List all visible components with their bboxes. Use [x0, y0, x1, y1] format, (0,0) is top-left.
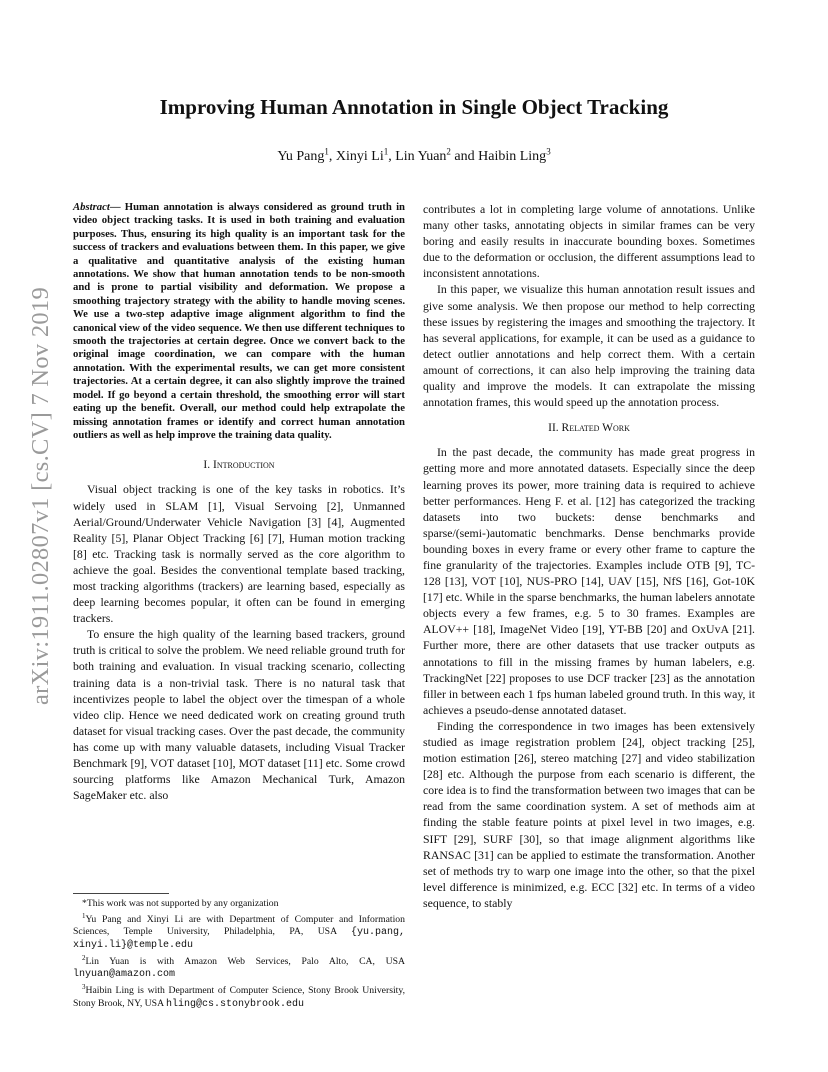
- footnote: $^2$Lin Yuan is with Amazon Web Services, Palo Alto, CA, USA lnyuan@amazon.com: [73, 954, 405, 981]
- paper-title: Improving Human Annotation in Single Object Tracking: [159, 95, 669, 119]
- abstract-label: Abstract: [73, 201, 110, 213]
- author: Xinyi Li$^1$,: [335, 146, 396, 164]
- paragraph: To ensure the high quality of the learning based trackers, ground truth is critical to solve the problem. We need reliable ground truth for both training and evaluation. In visual tracking scenario, collecting training data is a non-trivial task. There is no natural task that incentivizes people to label the object over the timespan of a whole video clip. Hence we need dedicated work on creating ground truth dataset for visual tracking cases. Over the past decade, the community has come up with many valuable datasets, including Visual Tracker Benchmark [9], VOT dataset [10], MOT dataset [11] etc. Some crowd sourcing platforms like Amazon Mechanical Turk, Amazon SageMaker etc. also: [73, 627, 405, 803]
- right-column: [423, 201, 755, 911]
- paragraph: contributes a lot in completing large volume of annotations. Unlike many other tasks, annotating objects in similar frames can be very boring and easily results in inaccurate bounding boxes. Sometimes due to the deformation or occlusion, the different assumptions lead to inconsistent annotations.: [423, 202, 755, 281]
- author-list: [0, 146, 828, 165]
- section-heading-introduction: I. Introduction: [203, 459, 275, 472]
- email: hling@cs.stonybrook.edu: [165, 998, 304, 1010]
- footnotes: [73, 893, 405, 1011]
- paragraph: Finding the correspondence in two images has been extensively studied as image registration problem [24], object tracking [25], motion estimation [26], stereo matching [27] and video stabilization [28] etc. Although the purpose from each scenario is different, the core idea is to find the transformation between two images that can be read from the same coordination system. A set of methods aim at finding the stable feature points at pixel level in two images, e.g. SIFT [29], SURF [30], so that image alignment algorithms like RANSAC [31] can be applied to estimate the transformation. Another set of methods try to warp one image into the other, so that the pixel level difference is minimized, e.g. ECC [32] etc. In terms of a video sequence, to stably: [423, 718, 755, 910]
- left-column: [73, 201, 405, 803]
- email: {yu.pang, xinyi.li}@temple.edu: [73, 927, 405, 952]
- author: Yu Pang$^1$,: [277, 146, 336, 164]
- footnote: $^3$Haibin Ling is with Department of Computer Science, Stony Brook University, Stony Brook, NY, USA hling@cs.stonybrook.edu: [73, 983, 405, 1010]
- arxiv-identifier: [18, 285, 58, 705]
- footnote: $^1$Yu Pang and Xinyi Li are with Department of Computer and Information Sciences, Temple University, Philadelphia, PA, USA {yu.pang, xinyi.li}@temple.edu: [73, 912, 405, 952]
- paragraph: Visual object tracking is one of the key tasks in robotics. It’s widely used in SLAM [1], Visual Servoing [2], Unmanned Aerial/Ground/Underwater Vehicle Navigation [3] [4], Augmented Reality [5], Planar Object Tracking [6] [7], Human motion tracking [8] etc. Tracking task is normally served as the core algorithm to achieve the goal. Besides the conventional template based tracking, most tracking algorithms (trackers) are learning based, especially as deep learning becomes popular, it often can be found in emerging trackers.: [73, 482, 405, 626]
- abstract: [73, 201, 405, 442]
- section-heading-related-work: II. Related Work: [548, 422, 630, 435]
- author: Haibin Ling$^3$: [478, 146, 551, 164]
- paragraph: In this paper, we visualize this human annotation result issues and give some analysis. We then propose our method to help correcting these issues by registering the images and smoothing the trajectory. It has several applications, for example, it can be used as a guidance to detect outlier annotations and help correct them. With a certain amount of corrections, it can also help improving the training data quality and improve the models. It can extrapolate the missing annotation frames, this would speed up the annotation process.: [423, 282, 755, 410]
- author: Lin Yuan$^2$ and: [395, 146, 479, 164]
- email: lnyuan@amazon.com: [73, 969, 176, 981]
- paragraph: In the past decade, the community has made great progress in getting more and more annotated datasets. Especially since the deep learning proves its power, more training data is required to achieve better performances. Heng F. et al. [12] has categorized the tracking datasets into two buckets: dense benchmarks and sparse/(semi-)automatic benchmarks. Dense benchmarks provide bounding boxes in every frame or every other frame to capture the fine granularity of the trajectories. Examples include OTB [9], TC-128 [13], VOT [10], NUS-PRO [14], UAV [15], NfS [16], Got-10K [17] etc. While in the sparse benchmarks, the human labelers annotate objects every a few frames, e.g. 5 to 30 frames. Examples are ALOV++ [18], ImageNet Video [19], YT-BB [20] and OxUvA [21]. Further more, there are other datasets that use tracker outputs as annotations to fill in the missing frames by human labelers, e.g. TrackingNet [22] proposes to use DCF tracker [23] as the annotation filler in between each 1 fps human labeled ground truth. In this way, it achieves a pseudo-dense annotated dataset.: [423, 445, 755, 717]
- footnote-divider: [73, 893, 169, 894]
- abstract-text: — Human annotation is always considered as ground truth in video object tracking tasks. It is used in both training and evaluation purposes. Thus, ensuring its high quality is an important task for the success of trackers and evaluations between them. In this paper, we give a qualitative and quantitative analysis of the existing human annotations. We show that human annotation tends to be non-smooth and is prone to partial visibility and deformation. We propose a smoothing trajectory strategy with the ability to handle moving scenes. We use a two-step adaptive image alignment algorithm to find the canonical view of the video sequence. We then use different techniques to smooth the trajectories at certain degree. Once we convert back to the original image coordination, we can compare with the human annotation. With the experimental results, we can get more consistent trajectories. At a certain degree, it can also slightly improve the trained model. If go beyond a certain threshold, the smoothing error will start eating up the benefit. Overall, our method could help extrapolate the missing annotation frames or identify and correct human annotation outliers as well as help improve the training data quality.: [73, 201, 405, 441]
- footnote: *This work was not supported by any organization: [82, 898, 279, 909]
- arxiv-identifier-text: arXiv:1911.02807v1 [cs.CV] 7 Nov 2019: [27, 286, 54, 705]
